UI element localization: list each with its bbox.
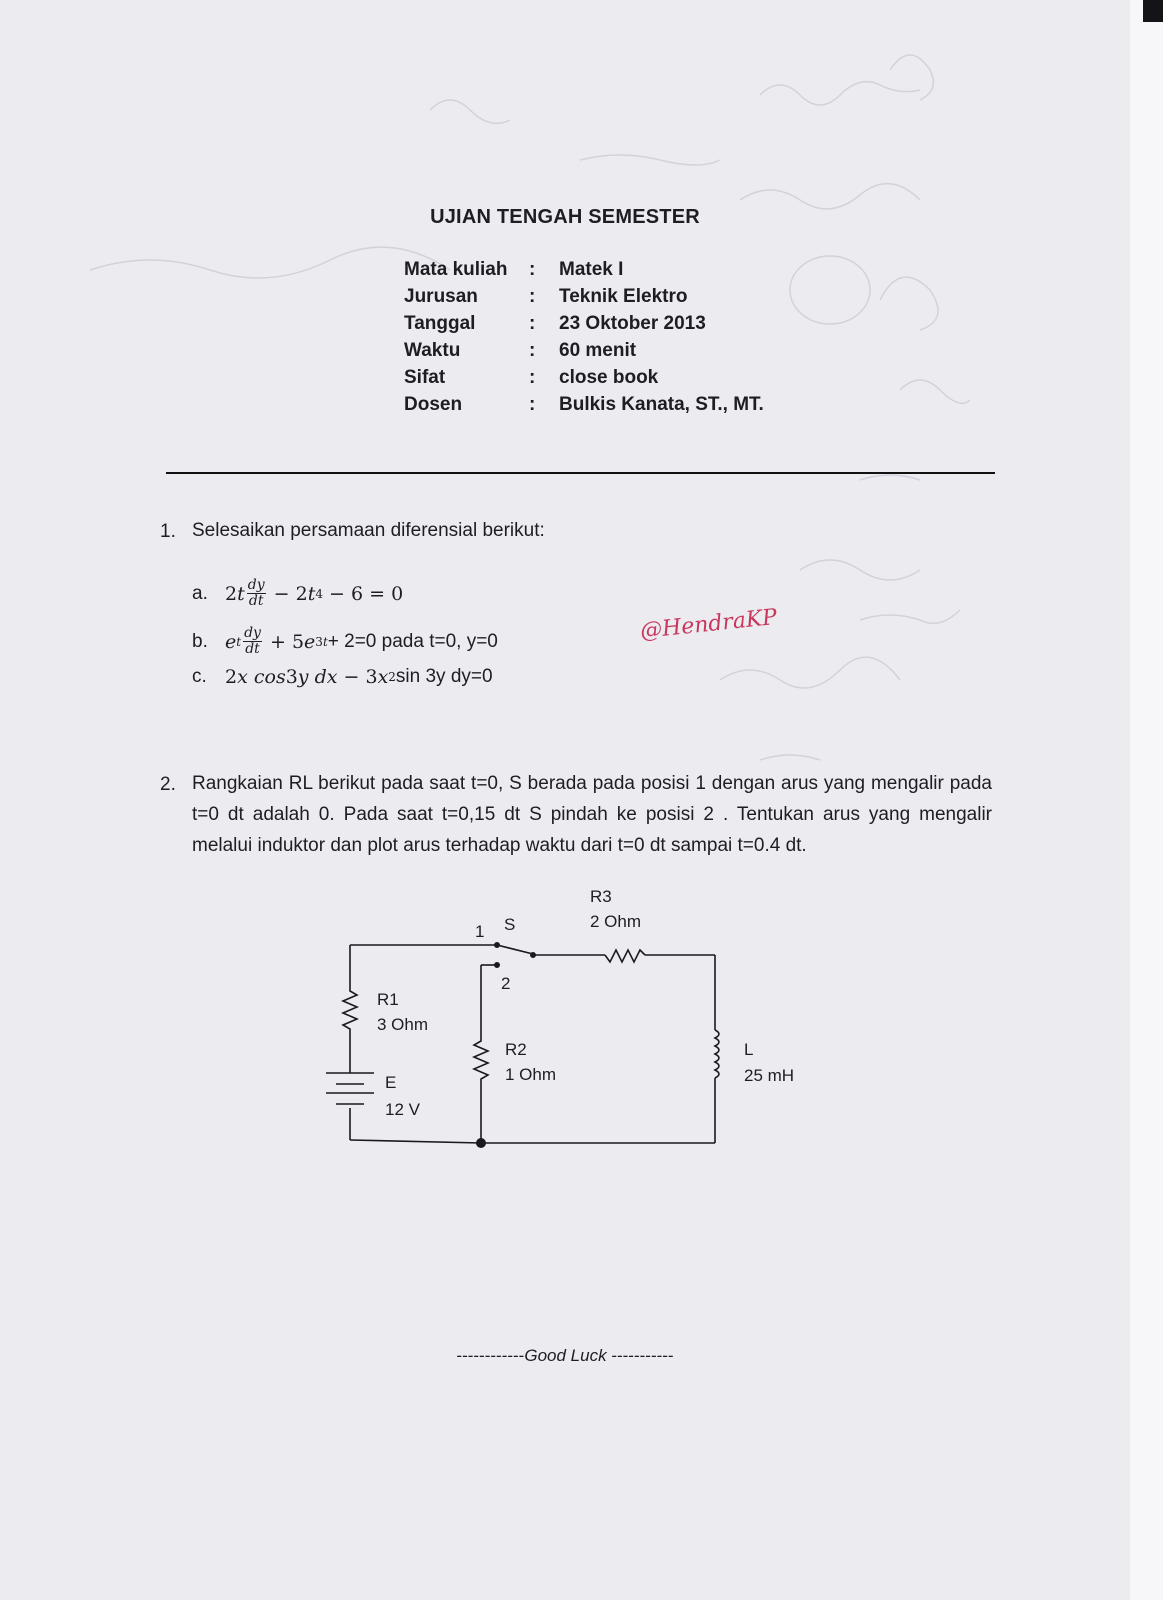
- r1-value: 3 Ohm: [377, 1015, 429, 1034]
- equation-b: e t $\frac{dy}{dt}$ + 5 e 3t + 2=0 pada t=0, y=0: [225, 625, 498, 657]
- footer: [0, 1346, 1130, 1366]
- frac-num: dy: [247, 577, 265, 593]
- equation-a: 2 t $\frac{dy}{dt}$ − 2 t 4 − 6 = 0: [225, 577, 404, 609]
- meta-value: Bulkis Kanata, ST., MT.: [559, 393, 764, 415]
- r3-value: 2 Ohm: [590, 912, 642, 931]
- meta-label: Sifat: [404, 366, 446, 388]
- switch-pos1-label: 1: [475, 922, 485, 941]
- sub-label: b.: [192, 630, 208, 652]
- r2-value: 1 Ohm: [505, 1065, 557, 1084]
- footer-dashes-left: ------------: [456, 1346, 525, 1365]
- switch-blade: [497, 945, 533, 954]
- meta-colon: :: [529, 258, 536, 280]
- frac-den: dt: [248, 593, 264, 609]
- equation-c: 2 x cos 3 y dx − 3 x 2 sin 3y dy=0: [225, 666, 493, 688]
- r1-resistor: [343, 985, 357, 1035]
- frac-den: dt: [245, 641, 260, 657]
- r1-label: R1: [377, 990, 399, 1009]
- junction-node: [476, 1138, 486, 1148]
- question-2-text: Rangkaian RL berikut pada saat t=0, S berada pada posisi 1 dengan arus yang mengalir pada t=0 dt adalah 0. Pada saat t=0,15 dt S pindah ke posisi 2 . Tentukan arus yang mengalir melalui induktor dan plot arus terhadap waktu dari t=0 dt sampai t=0.4 dt.: [192, 773, 992, 856]
- r2-label: R2: [505, 1040, 527, 1059]
- meta-value: Matek I: [559, 258, 624, 280]
- switch-label: S: [504, 915, 516, 934]
- source-value: 12 V: [385, 1100, 420, 1119]
- meta-colon: :: [529, 285, 536, 307]
- switch-terminal: [531, 953, 535, 957]
- meta-colon: :: [529, 366, 536, 388]
- question-2-number: 2.: [160, 774, 176, 795]
- meta-label: Tanggal: [404, 312, 476, 334]
- footer-dashes-right: -----------: [611, 1346, 674, 1365]
- frac-num: dy: [244, 625, 261, 641]
- watermark-signature: @HendraKP: [639, 604, 779, 645]
- scan-corner: [1143, 0, 1163, 22]
- source-label: E: [385, 1073, 397, 1092]
- meta-colon: :: [529, 393, 536, 415]
- scan-edge: [1130, 0, 1163, 1600]
- meta-colon: :: [529, 339, 536, 361]
- inductor-label: L: [744, 1040, 754, 1059]
- meta-value: 60 menit: [559, 339, 637, 361]
- wire: [350, 1140, 481, 1143]
- meta-value: Teknik Elektro: [559, 285, 688, 307]
- inductor-value: 25 mH: [744, 1066, 795, 1085]
- meta-value: 23 Oktober 2013: [559, 312, 706, 334]
- exam-title: UJIAN TENGAH SEMESTER: [430, 206, 700, 228]
- equation-b-tail: + 2=0 pada t=0, y=0: [327, 630, 498, 652]
- meta-colon: :: [529, 312, 536, 334]
- sub-label: c.: [192, 666, 207, 687]
- r3-resistor: [605, 950, 645, 962]
- meta-label: Jurusan: [404, 285, 478, 307]
- r3-label: R3: [590, 887, 612, 906]
- question-1-number: 1.: [160, 521, 176, 542]
- sub-label: a.: [192, 582, 208, 604]
- equation-c-tail: sin 3y dy=0: [395, 666, 493, 687]
- switch-pos2-label: 2: [501, 974, 511, 993]
- footer-text: Good Luck: [524, 1346, 607, 1365]
- meta-value: close book: [559, 366, 659, 388]
- r2-resistor: [474, 1035, 488, 1085]
- meta-label: Waktu: [404, 339, 461, 361]
- inductor-coil: [715, 1030, 719, 1078]
- meta-label: Mata kuliah: [404, 258, 508, 280]
- meta-label: Dosen: [404, 393, 463, 415]
- question-1-text: Selesaikan persamaan diferensial berikut:: [192, 520, 545, 541]
